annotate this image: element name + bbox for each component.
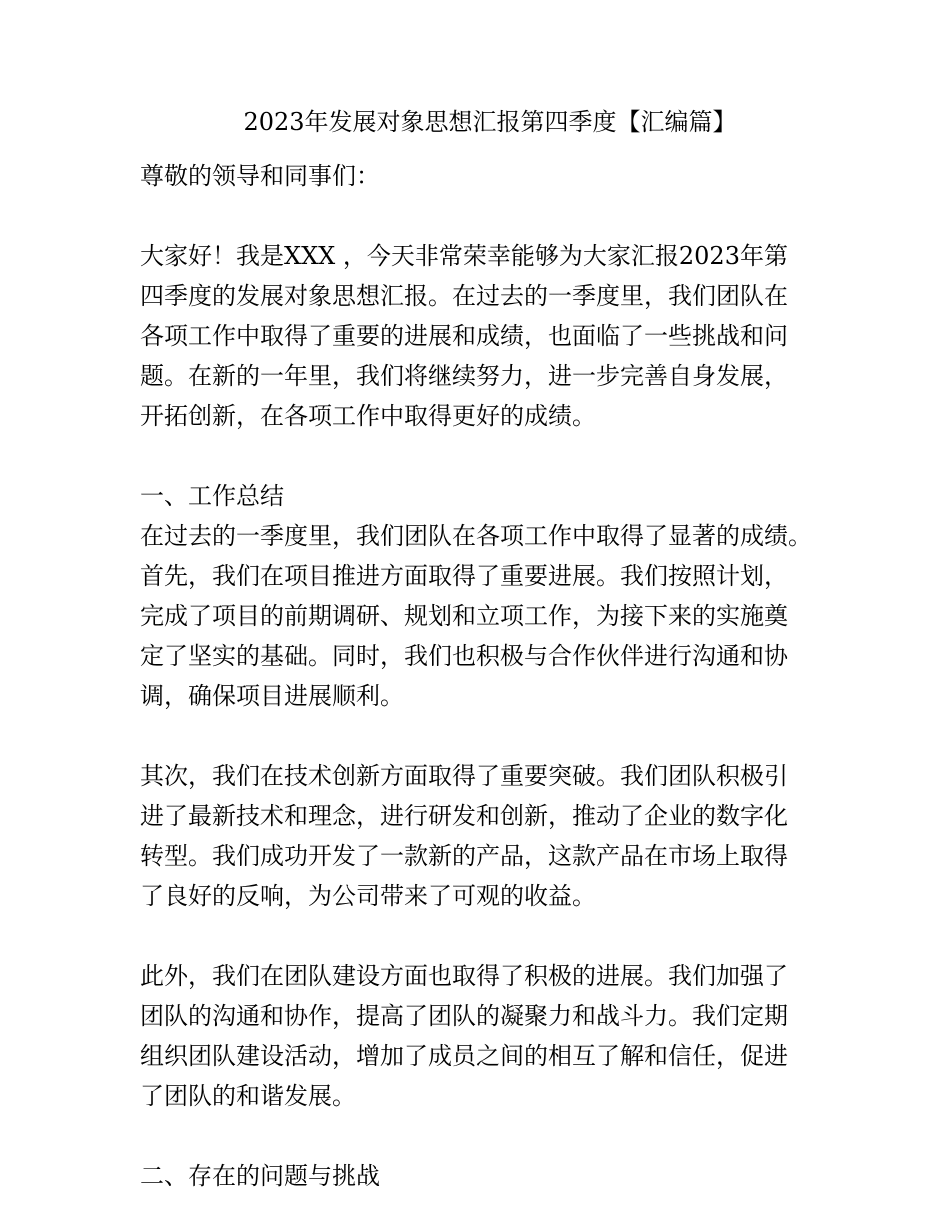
section1-heading-text: 一、工作总结: [140, 482, 284, 510]
intro-line-3: 各项工作中取得了重要的进展和成绩，也面临了一些挑战和问: [140, 322, 788, 350]
paragraph-gap: [140, 716, 840, 756]
section2-heading-text: 二、存在的问题与挑战: [140, 1162, 380, 1190]
section1-p2-line-3: 转型。我们成功开发了一款新的产品，这款产品在市场上取得: [140, 842, 788, 870]
document-title: 2023年发展对象思想汇报第四季度【汇编篇】: [243, 108, 737, 136]
section1-p3-line-2: 团队的沟通和协作，提高了团队的凝聚力和战斗力。我们定期: [140, 1002, 788, 1030]
section1-p1-line-4: 定了坚实的基础。同时，我们也积极与合作伙伴进行沟通和协: [140, 642, 788, 670]
section1-p2-line-4: 了良好的反响，为公司带来了可观的收益。: [140, 882, 596, 910]
section1-p2-line-1: 其次，我们在技术创新方面取得了重要突破。我们团队积极引: [140, 762, 788, 790]
section1-p2-line-2: 进了最新技术和理念，进行研发和创新，推动了企业的数字化: [140, 802, 788, 830]
section1-p1-line-2: 首先，我们在项目推进方面取得了重要进展。我们按照计划，: [140, 562, 788, 590]
section1-p3-line-1: 此外，我们在团队建设方面也取得了积极的进展。我们加强了: [140, 962, 788, 990]
section1-p1-line-5: 调，确保项目进展顺利。: [140, 682, 404, 710]
section1-p1-line-1: 在过去的一季度里，我们团队在各项工作中取得了显著的成绩。: [140, 522, 812, 550]
paragraph-gap: [140, 196, 840, 236]
intro-line-5: 开拓创新，在各项工作中取得更好的成绩。: [140, 402, 596, 430]
section1-paragraph-1: [140, 516, 840, 716]
intro-paragraph: [140, 236, 840, 436]
section2-heading: [140, 1156, 840, 1196]
section1-heading: [140, 476, 840, 516]
document-body: [140, 102, 840, 1196]
section1-paragraph-3: [140, 956, 840, 1116]
section1-paragraph-2: [140, 756, 840, 916]
paragraph-gap: [140, 916, 840, 956]
intro-line-4: 题。在新的一年里，我们将继续努力，进一步完善自身发展，: [140, 362, 788, 390]
salutation-line: 尊敬的领导和同事们：: [140, 162, 380, 190]
salutation: [140, 156, 840, 196]
paragraph-gap: [140, 1116, 840, 1156]
intro-line-2: 四季度的发展对象思想汇报。在过去的一季度里，我们团队在: [140, 282, 788, 310]
intro-line-1: 大家好！我是XXX ，今天非常荣幸能够为大家汇报2023年第: [140, 242, 788, 270]
paragraph-gap: [140, 436, 840, 476]
section1-p3-line-4: 了团队的和谐发展。: [140, 1082, 356, 1110]
section1-p1-line-3: 完成了项目的前期调研、规划和立项工作，为接下来的实施奠: [140, 602, 788, 630]
section1-p3-line-3: 组织团队建设活动，增加了成员之间的相互了解和信任，促进: [140, 1042, 788, 1070]
